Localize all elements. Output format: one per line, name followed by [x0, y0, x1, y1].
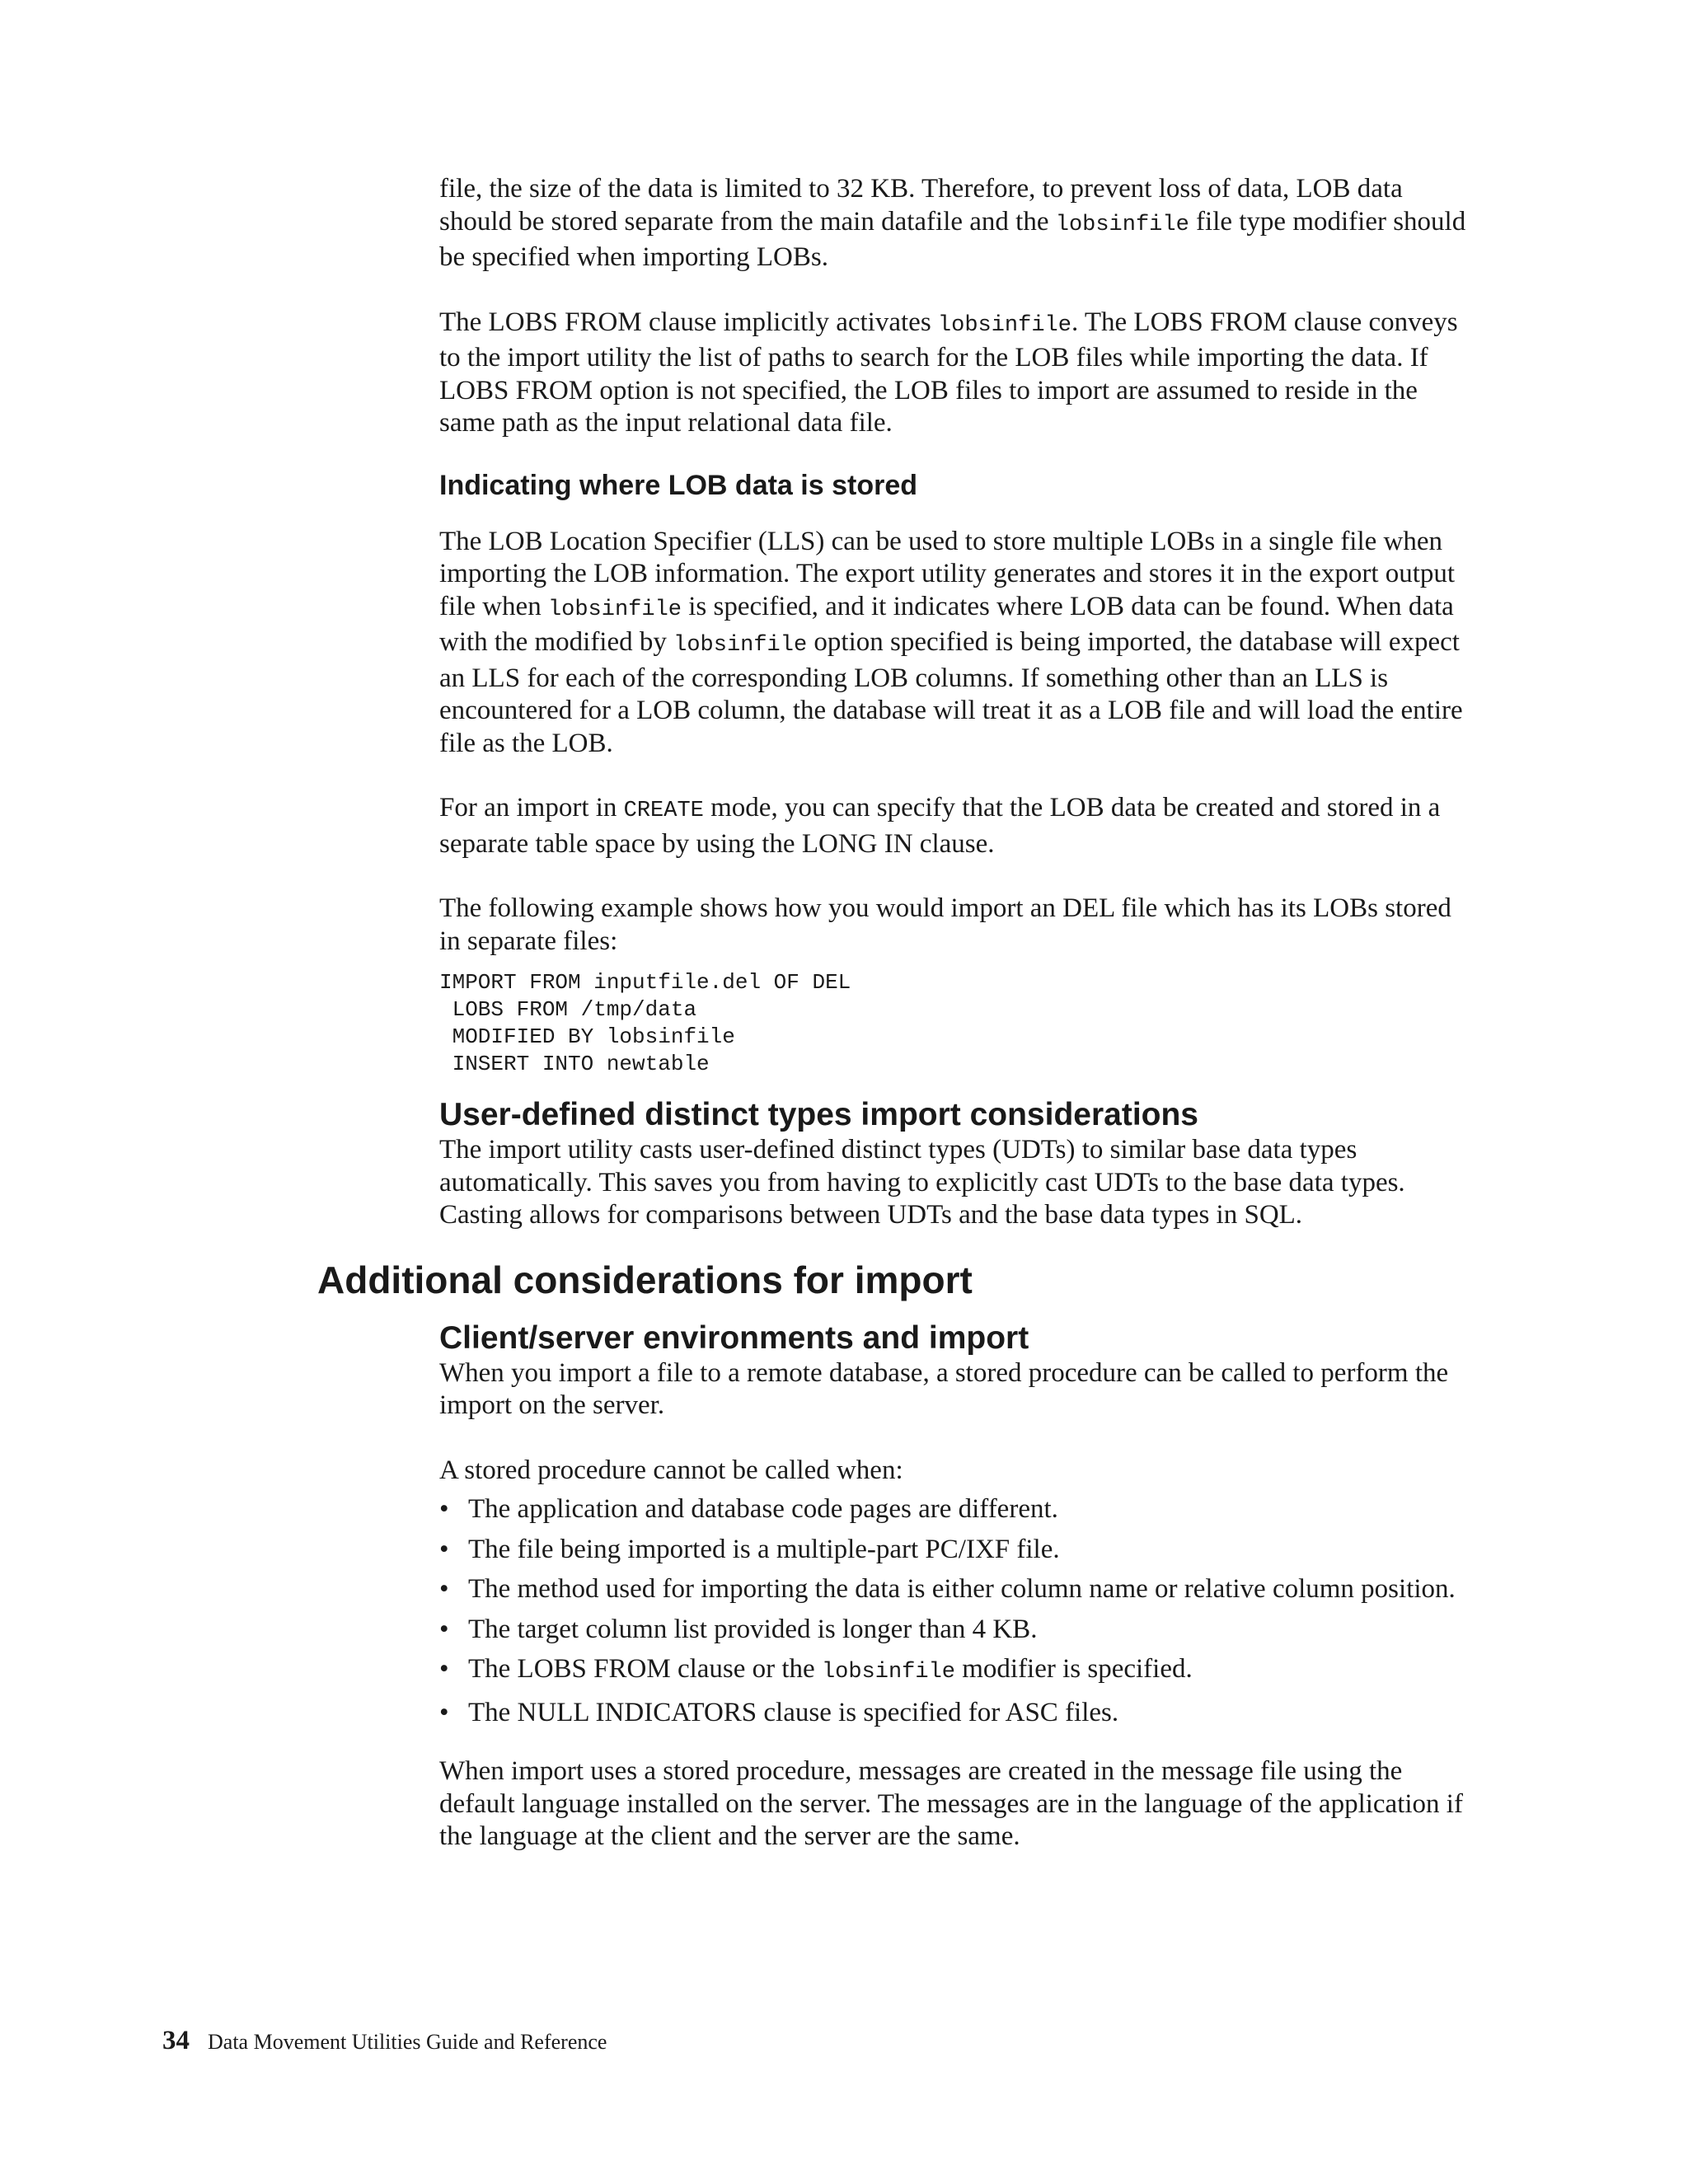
udt-section-heading: User-defined distinct types import considerations	[439, 1097, 1198, 1132]
udt-paragraph: The import utility casts user-defined distinct types (UDTs) to similar base data types automatically. This saves you from having to explicitly cast UDTs to the base data types. Casting allows for comparisons between UDTs and the base data types in SQL.	[439, 1135, 1405, 1230]
list-item-text: The method used for importing the data is either column name or relative column position.	[468, 1574, 1456, 1604]
intro-paragraph-1	[439, 173, 1474, 274]
page-number: 34	[162, 2026, 190, 2055]
text-run: . The LOBS FROM clause conveys to the import utility the list of paths to search for the LOB files while importing the data. If LOBS FROM option is not specified, the LOB files to import are assumed to reside in the same path as the input relational data file.	[439, 307, 1458, 438]
list-item	[439, 1534, 1474, 1567]
code-example: IMPORT FROM inputfile.del OF DEL LOBS FROM /tmp/data MODIFIED BY lobsinfile INSERT INTO newtable	[439, 970, 851, 1076]
bullet-icon: •	[439, 1654, 449, 1684]
bullet-icon: •	[439, 1614, 449, 1644]
text-run: file type modifier should be specified when importing LOBs.	[439, 206, 1466, 272]
inline-code: lobsinfile	[937, 312, 1071, 338]
text-run: file, the size of the data is limited to 32 KB. Therefore, to prevent loss of data, LOB data should be stored separate from the main datafile and the	[439, 174, 1403, 237]
additional-section-heading: Additional considerations for import	[317, 1258, 973, 1301]
list-item	[439, 1614, 1474, 1647]
inline-code: lobsinfile	[1055, 212, 1189, 237]
bullet-icon: •	[439, 1697, 449, 1727]
page-footer	[162, 2026, 607, 2056]
client-server-heading: Client/server environments and import	[439, 1319, 1029, 1356]
conditions-list	[439, 1493, 1474, 1729]
page-content	[317, 173, 1474, 1854]
inline-code: lobsinfile	[547, 597, 682, 622]
text-run: mode, you can specify that the LOB data be created and stored in a separate table space by using the LONG IN clause.	[439, 793, 1441, 859]
list-item-text: modifier is specified.	[954, 1654, 1193, 1684]
intro-paragraph-2	[439, 307, 1474, 440]
list-item-text: The target column list provided is longer than 4 KB.	[468, 1614, 1038, 1644]
book-title: Data Movement Utilities Guide and Reference	[208, 2030, 607, 2054]
list-item	[439, 1697, 1474, 1730]
text-run: is specified, and it indicates where LOB data can be found. When data with the modified by	[439, 591, 1454, 657]
lob-paragraph-2	[439, 792, 1474, 860]
list-item	[439, 1653, 1474, 1690]
inline-code: lobsinfile	[673, 633, 808, 658]
text-run: The LOB Location Specifier (LLS) can be used to store multiple LOBs in a single file when importing the LOB information. The export utility generates and stores it in the export output file when	[439, 526, 1456, 621]
list-item-text: The NULL INDICATORS clause is specified for ASC files.	[468, 1697, 1119, 1727]
list-item-text: The file being imported is a multiple-part PC/IXF file.	[468, 1534, 1060, 1564]
client-paragraph-2: A stored procedure cannot be called when:	[439, 1455, 903, 1485]
bullet-icon: •	[439, 1534, 449, 1564]
client-paragraph-1: When you import a file to a remote database, a stored procedure can be called to perform the import on the server.	[439, 1357, 1449, 1420]
text-run: option specified is being imported, the database will expect an LLS for each of the corresponding LOB columns. If something other than an LLS is encountered for a LOB column, the database will treat it as a LOB file and will load the entire file as the LOB.	[439, 627, 1463, 758]
lob-section-heading: Indicating where LOB data is stored	[439, 469, 917, 501]
text-run: The LOBS FROM clause implicitly activates	[439, 307, 938, 337]
list-item-text: The LOBS FROM clause or the	[468, 1654, 822, 1684]
list-item	[439, 1493, 1474, 1526]
bullet-icon: •	[439, 1574, 449, 1604]
bullet-icon: •	[439, 1494, 449, 1524]
text-run: For an import in	[439, 793, 624, 823]
lob-paragraph-1	[439, 526, 1474, 761]
inline-code: CREATE	[623, 799, 704, 823]
inline-code: lobsinfile	[821, 1660, 955, 1685]
client-paragraph-3: When import uses a stored procedure, messages are created in the message file using the default language installed on the server. The messages are in the language of the application if the language at the client and the server are the same.	[439, 1756, 1463, 1851]
lob-paragraph-3: The following example shows how you would import an DEL file which has its LOBs stored in separate files:	[439, 893, 1451, 956]
list-item	[439, 1573, 1474, 1606]
list-item-text: The application and database code pages are different.	[468, 1494, 1058, 1524]
